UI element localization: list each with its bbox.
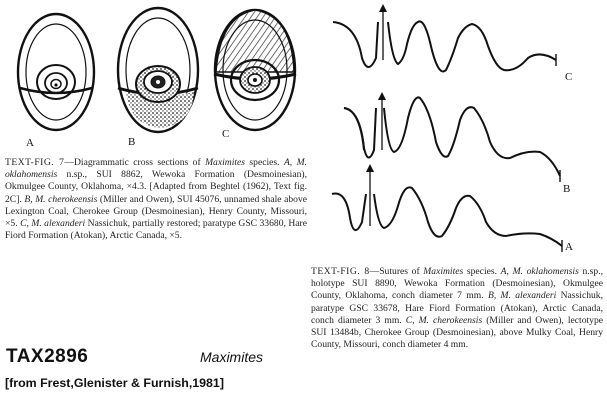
fig7-caption-a-species: M. oklahomensis — [5, 157, 307, 181]
suture-a-line — [332, 164, 562, 252]
figure7-caption — [5, 157, 307, 242]
fig8-caption-title: Sutures of — [379, 266, 424, 277]
fig8-caption-a-species: M. oklahomensis — [512, 266, 579, 277]
fig7-label-a: A — [26, 137, 34, 149]
fig7-caption-genus: Maximites — [205, 157, 246, 168]
fig8-label-c: C — [565, 71, 573, 83]
fig7-caption-a-letter: A, — [283, 157, 297, 168]
fig8-caption-a-letter: A, — [500, 266, 513, 277]
fig8-caption-c-letter: C, — [405, 314, 419, 326]
fig8-caption-b-text: Nassichuk, paratype GSC 33678, Hare Fiord Formation (Atokan), Arctic Canada, conch diameter 3 mm. — [311, 290, 603, 326]
fig8-caption-t1: species. — [463, 266, 501, 277]
figure8-caption — [311, 266, 603, 351]
fig8-label-b: B — [563, 183, 571, 195]
fig8-caption-b-letter: B, — [487, 290, 501, 302]
suture-b-line — [344, 92, 560, 182]
fig7-label-c: C — [222, 128, 230, 140]
fig7-caption-prefix: TEXT-FIG. 7 — [5, 157, 65, 168]
fig8-caption-c-species: M. cherokeensis — [418, 314, 483, 326]
fig7-caption-t1: species. — [245, 157, 284, 168]
fig7-caption-dash: — — [64, 157, 74, 168]
fig8-caption-b-species: M. alexanderi — [500, 290, 557, 302]
fig7-label-b: B — [128, 136, 136, 148]
taxon-id: TAX2896 — [6, 346, 89, 367]
fig7-caption-b-species: M. cherokeensis — [35, 193, 98, 205]
fig8-caption-a-text: n.sp., holotype SUI 8890, Wewoka Formation (Desmoinesian), Okmulgee County, Oklahoma, conch diameter 7 mm. — [311, 266, 603, 302]
genus-name: Maximites — [200, 349, 264, 365]
fig7-caption-c-text: Nassichuk, partially restored; paratype GSC 33680, Hare Fiord Formation (Atokan), Arctic Canada, ×5. — [5, 218, 307, 242]
fig8-label-a: A — [565, 241, 573, 253]
fig8-caption-c-text: (Miller and Owen), lectotype SUI 13484b, Cherokee Group (Desmoinesian), above Mulky Coal, Henry County, Missouri, conch diameter 4 mm. — [311, 314, 604, 351]
fig7-caption-title: Diagrammatic cross sections of — [73, 157, 206, 168]
fig7-caption-a-text: n.sp., SUI 8862, Wewoka Formation (Desmoinesian), Okmulgee County, Oklahoma, ×4.3. [Adapted from Beghtel (1962), Text fig. 2C]. — [5, 169, 307, 205]
fig7-caption-c-letter: C, — [20, 218, 32, 230]
source-citation: [from Frest,Glenister & Furnish,1981] — [5, 376, 224, 390]
fig8-caption-genus: Maximites — [423, 266, 464, 277]
fig8-caption-prefix: TEXT-FIG. 8 — [311, 266, 370, 277]
fig7-caption-c-species: M. alexanderi — [31, 218, 86, 230]
fig8-caption-dash: — — [369, 266, 380, 277]
fig7-caption-b-letter: B, — [24, 193, 36, 205]
fig7-caption-b-text: (Miller and Owen), SUI 45076, unnamed shale above Lexington Coal, Cherokee Group (Desmoinesian), Henry County, Missouri, ×5. — [5, 193, 307, 230]
